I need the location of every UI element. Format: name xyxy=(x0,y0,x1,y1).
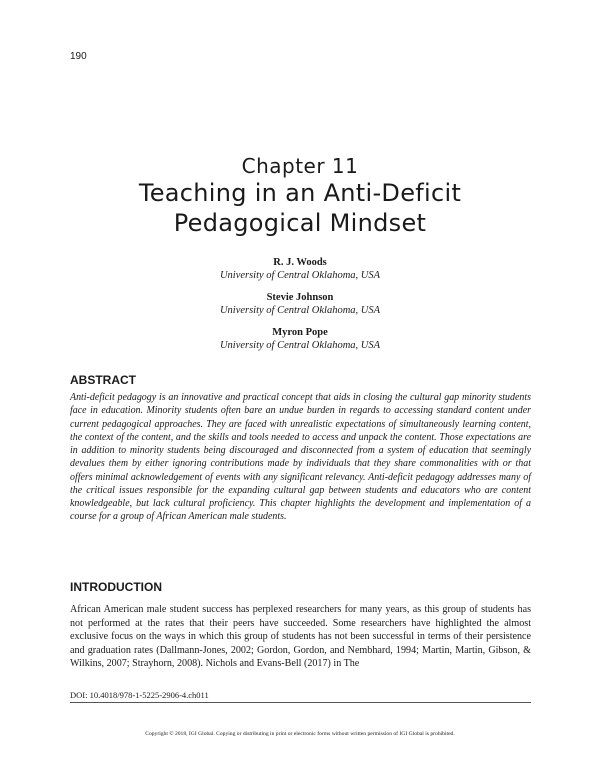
abstract-text: Anti-deficit pedagogy is an innovative and practical concept that aids in closing the cultural gap minority students face in education. Minority students often bare an undue burden in regards to accessing standard content under current pedagogical approaches. They are faced with unrealistic expectations of simultaneously learning content, the context of the content, and the skills and tools needed to access and unpack the content. Those expectations are in addition to minority students being discouraged and disconnected from a system of education that seemingly devalues them by either ignoring contributions made by individuals that they share commonalities with or that offers minimal acknowledgement of events with any significant relevancy. Anti-deficit pedagogy addresses many of the critical issues responsible for the expanding cultural gap between students and educators who are content knowledgeable, but lack cultural proficiency. This chapter highlights the development and implementation of a course for a group of African American male students. xyxy=(70,392,531,523)
author-affiliation: University of Central Oklahoma, USA xyxy=(219,270,381,281)
chapter-label: Chapter 11 xyxy=(241,154,359,178)
author-name: Myron Pope xyxy=(272,327,328,338)
abstract-heading: ABSTRACT xyxy=(70,373,136,387)
footer-divider xyxy=(70,702,531,703)
author-affiliation: University of Central Oklahoma, USA xyxy=(219,305,381,316)
author-name: R. J. Woods xyxy=(273,257,327,268)
chapter-title xyxy=(0,178,600,238)
chapter-title-line1: Teaching in an Anti-Deficit xyxy=(138,179,462,207)
introduction-text: African American male student success has perplexed researchers for many years, as this group of students has not performed at the rates that their peers have succeeded. Some researchers have highlighted the almost exclusive focus on the ways in which this group of students has not been successful in terms of their persistence and graduation rates (Dallmann-Jones, 2002; Gordon, Gordon, and Nembhard, 1994; Martin, Martin, Gibson, & Wilkins, 2007; Strayhorn, 2008). Nichols and Evans-Bell (2017) in The xyxy=(70,604,531,670)
author-block xyxy=(0,256,600,282)
author-name: Stevie Johnson xyxy=(266,292,334,303)
author-block xyxy=(0,291,600,317)
chapter-title-line2: Pedagogical Mindset xyxy=(173,209,427,237)
doi: DOI: 10.4018/978-1-5225-2906-4.ch011 xyxy=(70,690,209,700)
introduction-heading: INTRODUCTION xyxy=(70,580,162,594)
author-affiliation: University of Central Oklahoma, USA xyxy=(219,340,381,351)
copyright-notice: Copyright © 2018, IGI Global. Copying or distributing in print or electronic forms without written permission of IGI Global is prohibited. xyxy=(145,731,455,737)
author-block xyxy=(0,326,600,352)
page-number: 190 xyxy=(70,51,87,62)
